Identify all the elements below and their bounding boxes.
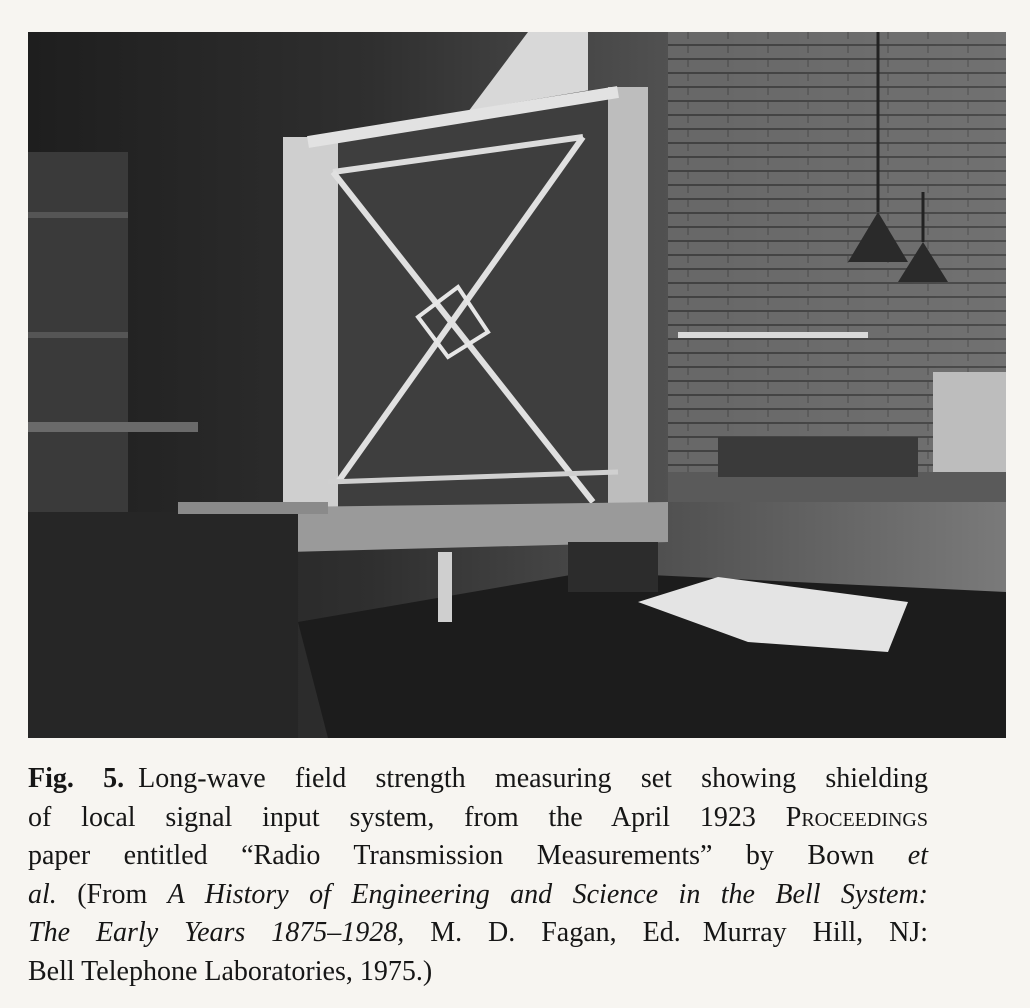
caption-line-6 [28, 953, 928, 992]
caption-text-2a: of local signal input system, from the April 1923 [28, 801, 756, 833]
publisher-name: Bell Telephone Laboratories, 1975.) [28, 955, 433, 987]
caption-text-4a: al. [28, 878, 57, 910]
caption-text-3b: et [907, 840, 929, 871]
journal-name: Proceedings [785, 801, 928, 833]
caption-line-3 [28, 837, 928, 876]
figure-photo [28, 32, 1006, 738]
caption-line-4 [28, 876, 928, 915]
figure-caption [28, 760, 928, 991]
caption-text-3a: paper entitled “Radio Transmission Measurements” by Bown [28, 840, 875, 871]
caption-line-1 [28, 760, 928, 799]
caption-text-4b: (From [77, 878, 148, 910]
editor-credit: M. D. Fagan, Ed. [430, 917, 681, 948]
caption-line-2 [28, 799, 928, 838]
book-title: A History of Engineering and Science in the Bell System: [167, 878, 929, 910]
photograph-of-antenna-loop-laboratory [28, 32, 1006, 738]
caption-text-1: Long-wave field strength measuring set showing shielding [138, 763, 928, 794]
caption-line-5 [28, 914, 928, 953]
loop-antenna-frame [283, 87, 648, 517]
book-subtitle: The Early Years 1875–1928, [28, 917, 405, 948]
figure-label: Fig. 5. [28, 763, 125, 794]
publisher-place: Murray Hill, NJ: [702, 917, 929, 948]
